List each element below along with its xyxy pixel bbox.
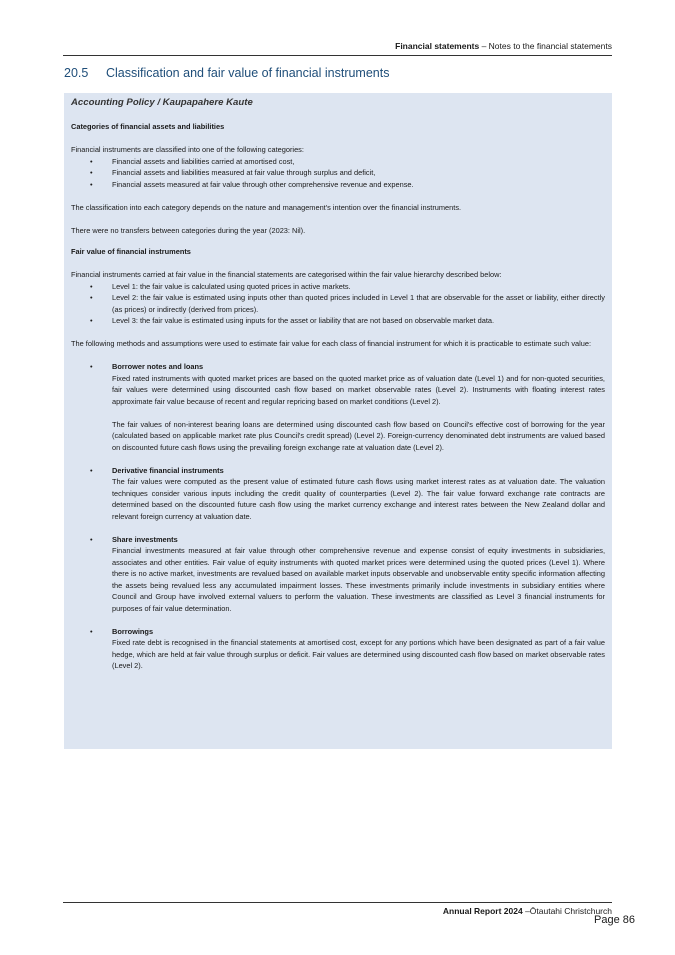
page-number: Page 86	[594, 914, 635, 926]
running-header	[63, 41, 612, 56]
section-number: 20.5	[64, 66, 89, 80]
list-item: • Financial assets and liabilities carried at amortised cost,	[90, 156, 295, 166]
derivative-title: Derivative financial instruments	[112, 465, 224, 475]
header-section: Financial statements	[395, 41, 480, 51]
transfers-paragraph: There were no transfers between categories during the year (2023: Nil).	[71, 225, 306, 235]
fair-value-heading: Fair value of financial instruments	[71, 247, 191, 256]
borrowings-title: Borrowings	[112, 626, 154, 636]
section-title	[64, 66, 389, 80]
policy-title: Accounting Policy / Kaupapahere Kaute	[71, 97, 253, 108]
header-subsection: – Notes to the financial statements	[479, 41, 612, 51]
borrowings-para: Fixed rate debt is recognised in the financial statements at amortised cost, except for any portions which have been designated as part of a fair value hedge, which are held at fair value through surplus or deficit. Fair values are determined using discounted cash flow based on market observable rates (Level 2).	[112, 638, 605, 670]
categories-intro: Financial instruments are classified into one of the following categories:	[71, 145, 304, 154]
list-item: • Derivative financial instruments The fair values were computed as the present value of estimated future cash flows using market interest rates as at valuation date. The valuation techniques consider various inputs including the credit quality of counterparties (Level 2). The fair value forward exchange rate contracts are determined based on the discounted future cash flow using the market currency exchange and interest rates between the New Zealand dollar and relevant foreign currency at valuation date.	[90, 465, 605, 521]
list-item: • Level 1: the fair value is calculated using quoted prices in active markets.	[90, 281, 351, 291]
list-item: • Level 3: the fair value is estimated using inputs for the asset or liability that are not based on observable market data.	[90, 316, 495, 325]
list-item: • Borrowings Fixed rate debt is recognised in the financial statements at amortised cost, except for any portions which have been designated as part of a fair value hedge, which are held at fair value through surplus or deficit. Fair values are determined using discounted cash flow based on market observable rates (Level 2).	[90, 626, 605, 670]
methods-paragraph: The following methods and assumptions were used to estimate fair value for each class of financial instrument for which it is practicable to estimate such value:	[71, 339, 592, 348]
categories-list	[71, 156, 605, 191]
running-footer	[63, 902, 612, 916]
hierarchy-list	[71, 281, 605, 327]
section-heading: Classification and fair value of financial instruments	[106, 66, 390, 80]
list-item: • Borrower notes and loans Fixed rated instruments with quoted market prices are based on the quoted market price as of valuation date (Level 1) and for non-quoted securities, fair values were determined using discounted cash flow based on market observable rates (Level 2). Instruments with floating interest rates approximate fair value because of recent and regular repricing based on market conditions (Level 2). The fair values of non-interest bearing loans are determined using discounted cash flow based on Council's effective cost of borrowing for the year (calculated based on applicable market rate plus Council's credit spread) (Level 2). Foreign-currency denominated debt instruments are valued based on discounted future cash flows using the prevailing foreign exchange rate at valuation date (Level 2).	[90, 362, 605, 452]
borrower-para-2: The fair values of non-interest bearing loans are determined using discounted cash flow based on Council's effective cost of borrowing for the year (calculated based on applicable market rate plus Council's credit spread) (Level 2). Foreign-currency denominated debt instruments are valued based on discounted future cash flows using the prevailing foreign exchange rate at valuation date (Level 2).	[112, 419, 605, 452]
accounting-policy-box	[64, 93, 612, 749]
list-item: • Financial assets and liabilities measured at fair value through surplus and deficit,	[90, 168, 376, 177]
borrower-title: Borrower notes and loans	[112, 362, 204, 371]
list-item: • Level 2: the fair value is estimated using inputs other than quoted prices included in Level 1 that are observable for the asset or liability, either directly (as prices) or indirectly (derived from prices).	[90, 293, 605, 314]
footer-report-title: Annual Report 2024	[442, 906, 523, 916]
borrower-para-1: Fixed rated instruments with quoted market prices are based on the quoted market price as of valuation date (Level 1) and for non-quoted securities, fair values were determined using discounted cash flow based on market observable rates (Level 2). Instruments with floating interest rates approximate fair value because of recent and regular repricing based on market conditions (Level 2).	[112, 373, 605, 406]
shares-title: Share investments	[112, 534, 178, 544]
derivative-para: The fair values were computed as the present value of estimated future cash flows using market interest rates as at valuation date. The valuation techniques consider various inputs including the credit quality of counterparties (Level 2). The fair value forward exchange rate contracts are determined based on the discounted future cash flow using the market currency exchange and interest rates between the New Zealand dollar and relevant foreign currency at valuation date.	[112, 477, 605, 521]
footer-place: –Ōtautahi Christchurch	[522, 906, 612, 916]
categories-heading: Categories of financial assets and liabilities	[71, 122, 225, 131]
fair-value-intro: Financial instruments carried at fair value in the financial statements are categorised within the fair value hierarchy described below:	[71, 270, 502, 279]
classification-paragraph: The classification into each category depends on the nature and management's intention over the financial instruments.	[71, 202, 462, 212]
list-item: • Share investments Financial investments measured at fair value through other comprehensive revenue and expense consist of equity investments in subsidiaries, associates and other entities. Fair value of equity instruments with quoted market prices were determined using the quoted prices (Level 1). Where there is no active market, investments are revalued based on available market inputs observable and unobservable entity specific information affecting the assets being revalued less any accumulated impairment losses. These investments primarily include investments in subsidiary entities where Council and Group have involved external valuers to perform the valuation. These investments are classified as Level 3 financial instruments for purposes of fair value determination.	[90, 534, 605, 613]
methods-list	[71, 361, 605, 672]
list-item: • Financial assets measured at fair value through other comprehensive revenue and expense.	[90, 179, 414, 189]
shares-para: Financial investments measured at fair value through other comprehensive revenue and expense consist of equity investments in subsidiaries, associates and other entities. Fair value of equity instruments with quoted market prices were determined using the quoted prices (Level 1). Where there is no active market, investments are revalued based on available market inputs observable and unobservable entity specific information affecting the assets being revalued less any accumulated impairment losses. These investments primarily include investments in subsidiary entities where Council and Group have involved external valuers to perform the valuation. These investments are classified as Level 3 financial instruments for purposes of fair value determination.	[112, 546, 605, 613]
